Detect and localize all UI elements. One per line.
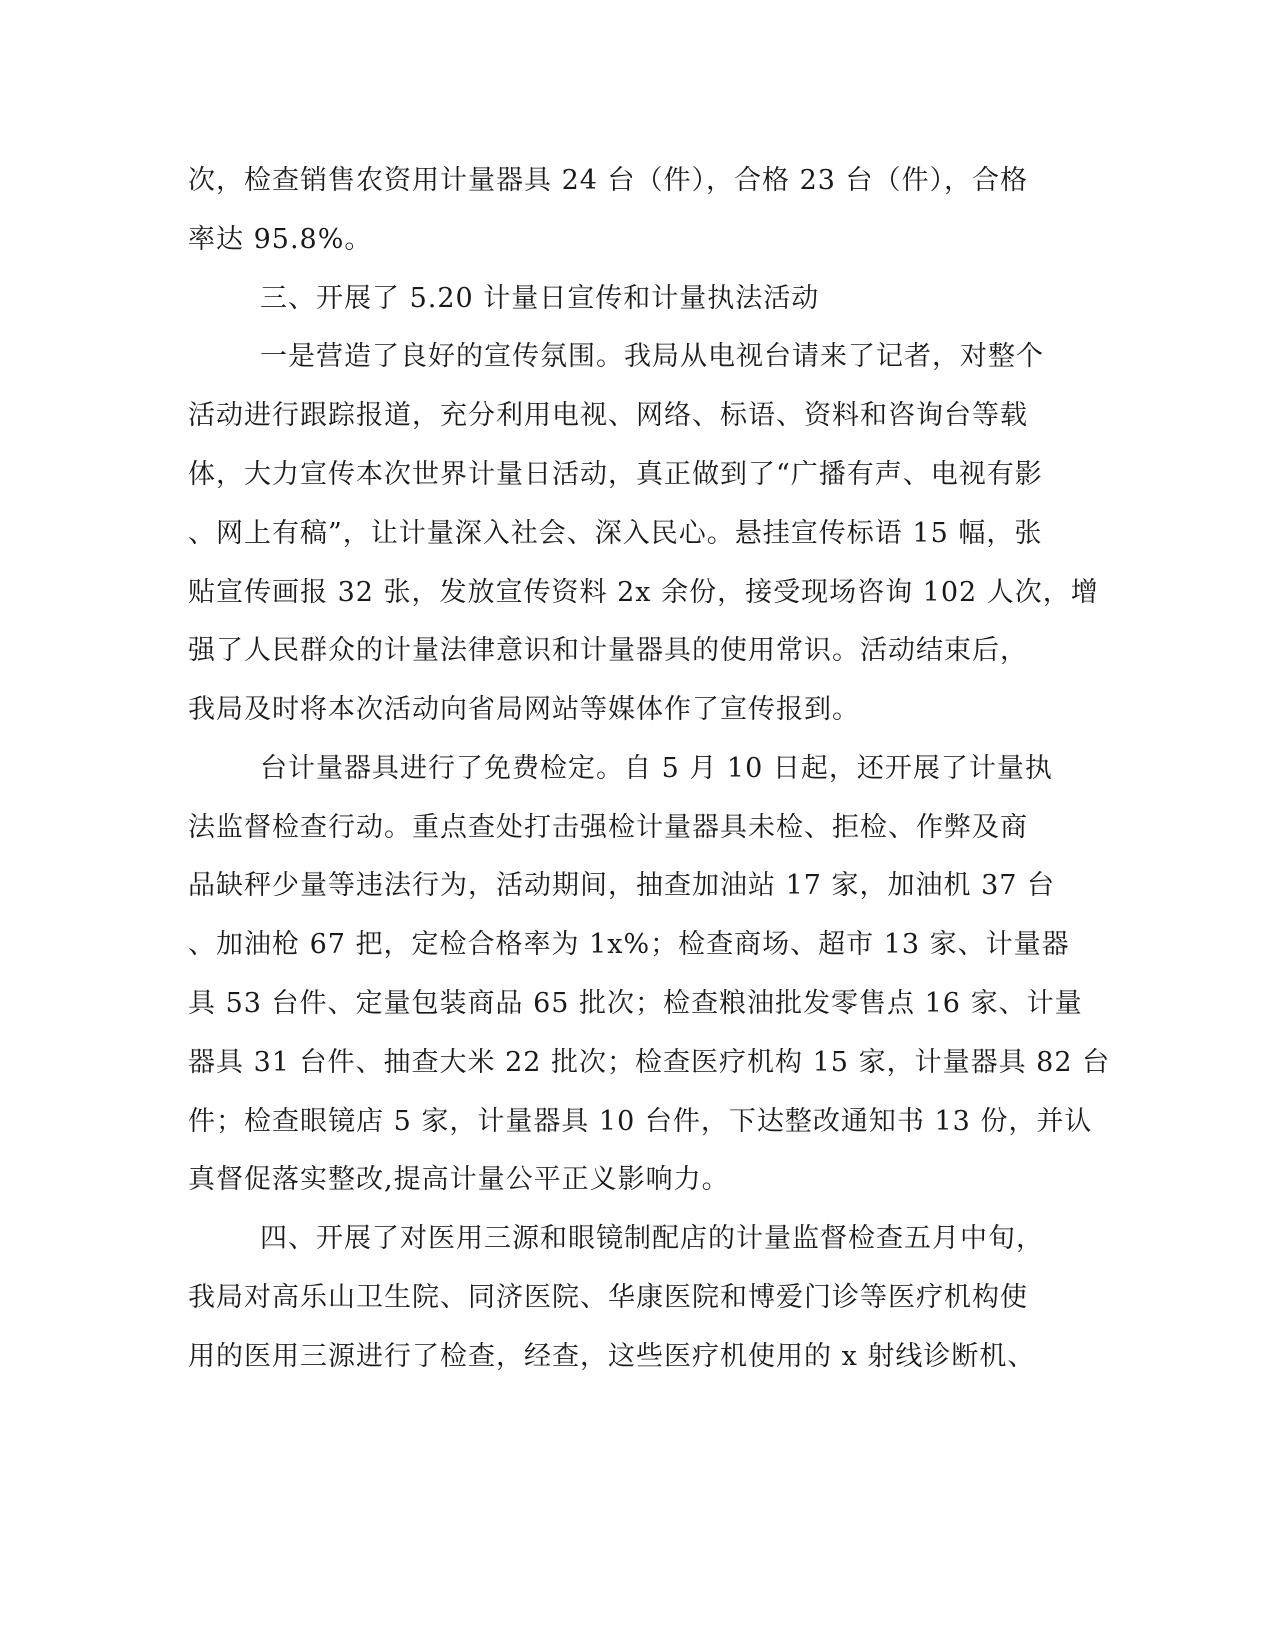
section-heading: 三、开展了 5.20 计量日宣传和计量执法活动 — [260, 283, 820, 314]
text-line: 次，检查销售农资用计量器具 24 台（件），合格 23 台（件），合格 — [188, 165, 1029, 196]
section-heading: 四、开展了对医用三源和眼镜制配店的计量监督检查五月中旬， — [260, 1223, 1044, 1254]
text-line: 强了人民群众的计量法律意识和计量器具的使用常识。活动结束后， — [188, 635, 1028, 666]
text-line: 一是营造了良好的宣传氛围。我局从电视台请来了记者，对整个 — [260, 341, 1044, 372]
text-line: 率达 95.8%。 — [188, 224, 373, 255]
text-line: 件；检查眼镜店 5 家，计量器具 10 台件，下达整改通知书 13 份，并认 — [188, 1106, 1093, 1137]
text-line: 器具 31 台件、抽查大米 22 批次；检查医疗机构 15 家，计量器具 82 台 — [188, 1047, 1111, 1078]
text-line: 体，大力宣传本次世界计量日活动，真正做到了“广播有声、电视有影 — [188, 459, 1043, 490]
text-line: 我局对高乐山卫生院、同济医院、华康医院和博爱门诊等医疗机构使 — [188, 1282, 1028, 1313]
text-line: 、网上有稿”，让计量深入社会、深入民心。悬挂宣传标语 15 幅，张 — [188, 518, 1043, 549]
text-line: 真督促落实整改,提高计量公平正义影响力。 — [188, 1164, 730, 1195]
text-line: 具 53 台件、定量包装商品 65 批次；检查粮油批发零售点 16 家、计量 — [188, 988, 1083, 1019]
text-line: 法监督检查行动。重点查处打击强检计量器具未检、拒检、作弊及商 — [188, 812, 1028, 843]
text-line: 台计量器具进行了免费检定。自 5 月 10 日起，还开展了计量执 — [260, 753, 1053, 784]
text-line: 活动进行跟踪报道，充分利用电视、网络、标语、资料和咨询台等载 — [188, 400, 1028, 431]
text-line: 我局及时将本次活动向省局网站等媒体作了宣传报到。 — [188, 694, 860, 725]
text-line: 、加油枪 67 把，定检合格率为 1x%；检查商场、超市 13 家、计量器 — [188, 929, 1070, 960]
text-line: 贴宣传画报 32 张，发放宣传资料 2x 余份，接受现场咨询 102 人次，增 — [188, 577, 1099, 608]
text-line: 用的医用三源进行了检查，经查，这些医疗机使用的 x 射线诊断机、 — [188, 1341, 1036, 1372]
text-line: 品缺秤少量等违法行为，活动期间，抽查加油站 17 家，加油机 37 台 — [188, 870, 1056, 901]
